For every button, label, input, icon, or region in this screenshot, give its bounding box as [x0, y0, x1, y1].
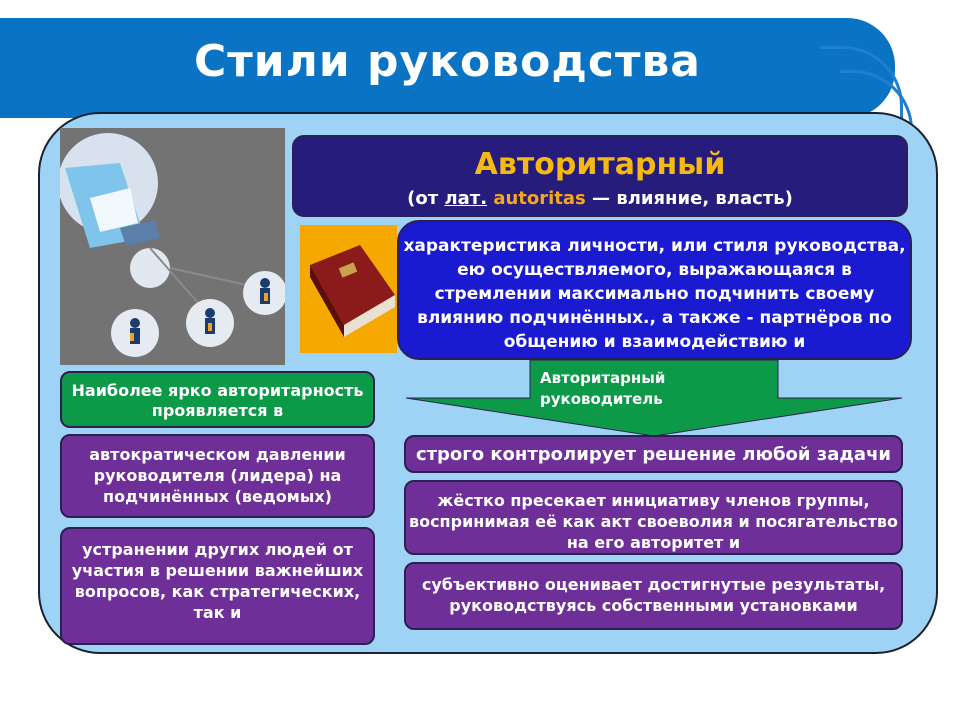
slide-title: Стили руководства: [194, 36, 701, 87]
left-intro-box: [60, 371, 375, 428]
style-name: Авторитарный: [474, 147, 726, 182]
etymology: [294, 188, 906, 209]
right-item-box: [404, 562, 903, 630]
etymology-open: (от: [407, 188, 445, 209]
left-item-text: автократическом давлении руководителя (лидера) на подчинённых (ведомых): [89, 445, 346, 506]
right-item-text: субъективно оценивает достигнутые результаты, руководствуясь собственными установками: [421, 575, 886, 615]
law-book-image: [300, 225, 397, 353]
etymology-rest: — влияние, власть): [585, 188, 793, 209]
right-item-box: [404, 435, 903, 473]
latin-word: autoritas: [493, 188, 586, 209]
right-item-text: строго контролирует решение любой задачи: [415, 444, 892, 465]
right-item-text: жёстко пресекает инициативу членов группы, воспринимая её как акт своеволия и посягательство на его авторитет и: [408, 491, 899, 552]
latin-link[interactable]: лат.: [444, 188, 488, 209]
right-item-box: [404, 480, 903, 555]
arrow-label: Авторитарный руководитель: [540, 369, 666, 408]
definition-box: [397, 220, 912, 360]
definition-text: характеристика личности, или стиля руководства, ею осуществляемого, выражающаяся в стремлении максимально подчинить своему влиянию подчинённых., а также - партнёров по общению и взаимодействию и: [403, 236, 906, 352]
left-item-box: [60, 434, 375, 518]
left-item-box: [60, 527, 375, 645]
style-header: [292, 135, 908, 217]
cartoon-people-image: [60, 128, 285, 365]
left-intro-text: Наиболее ярко авторитарность проявляется в: [71, 381, 364, 420]
left-item-text: устранении других людей от участия в решении важнейших вопросов, как стратегических, так и: [71, 540, 364, 622]
